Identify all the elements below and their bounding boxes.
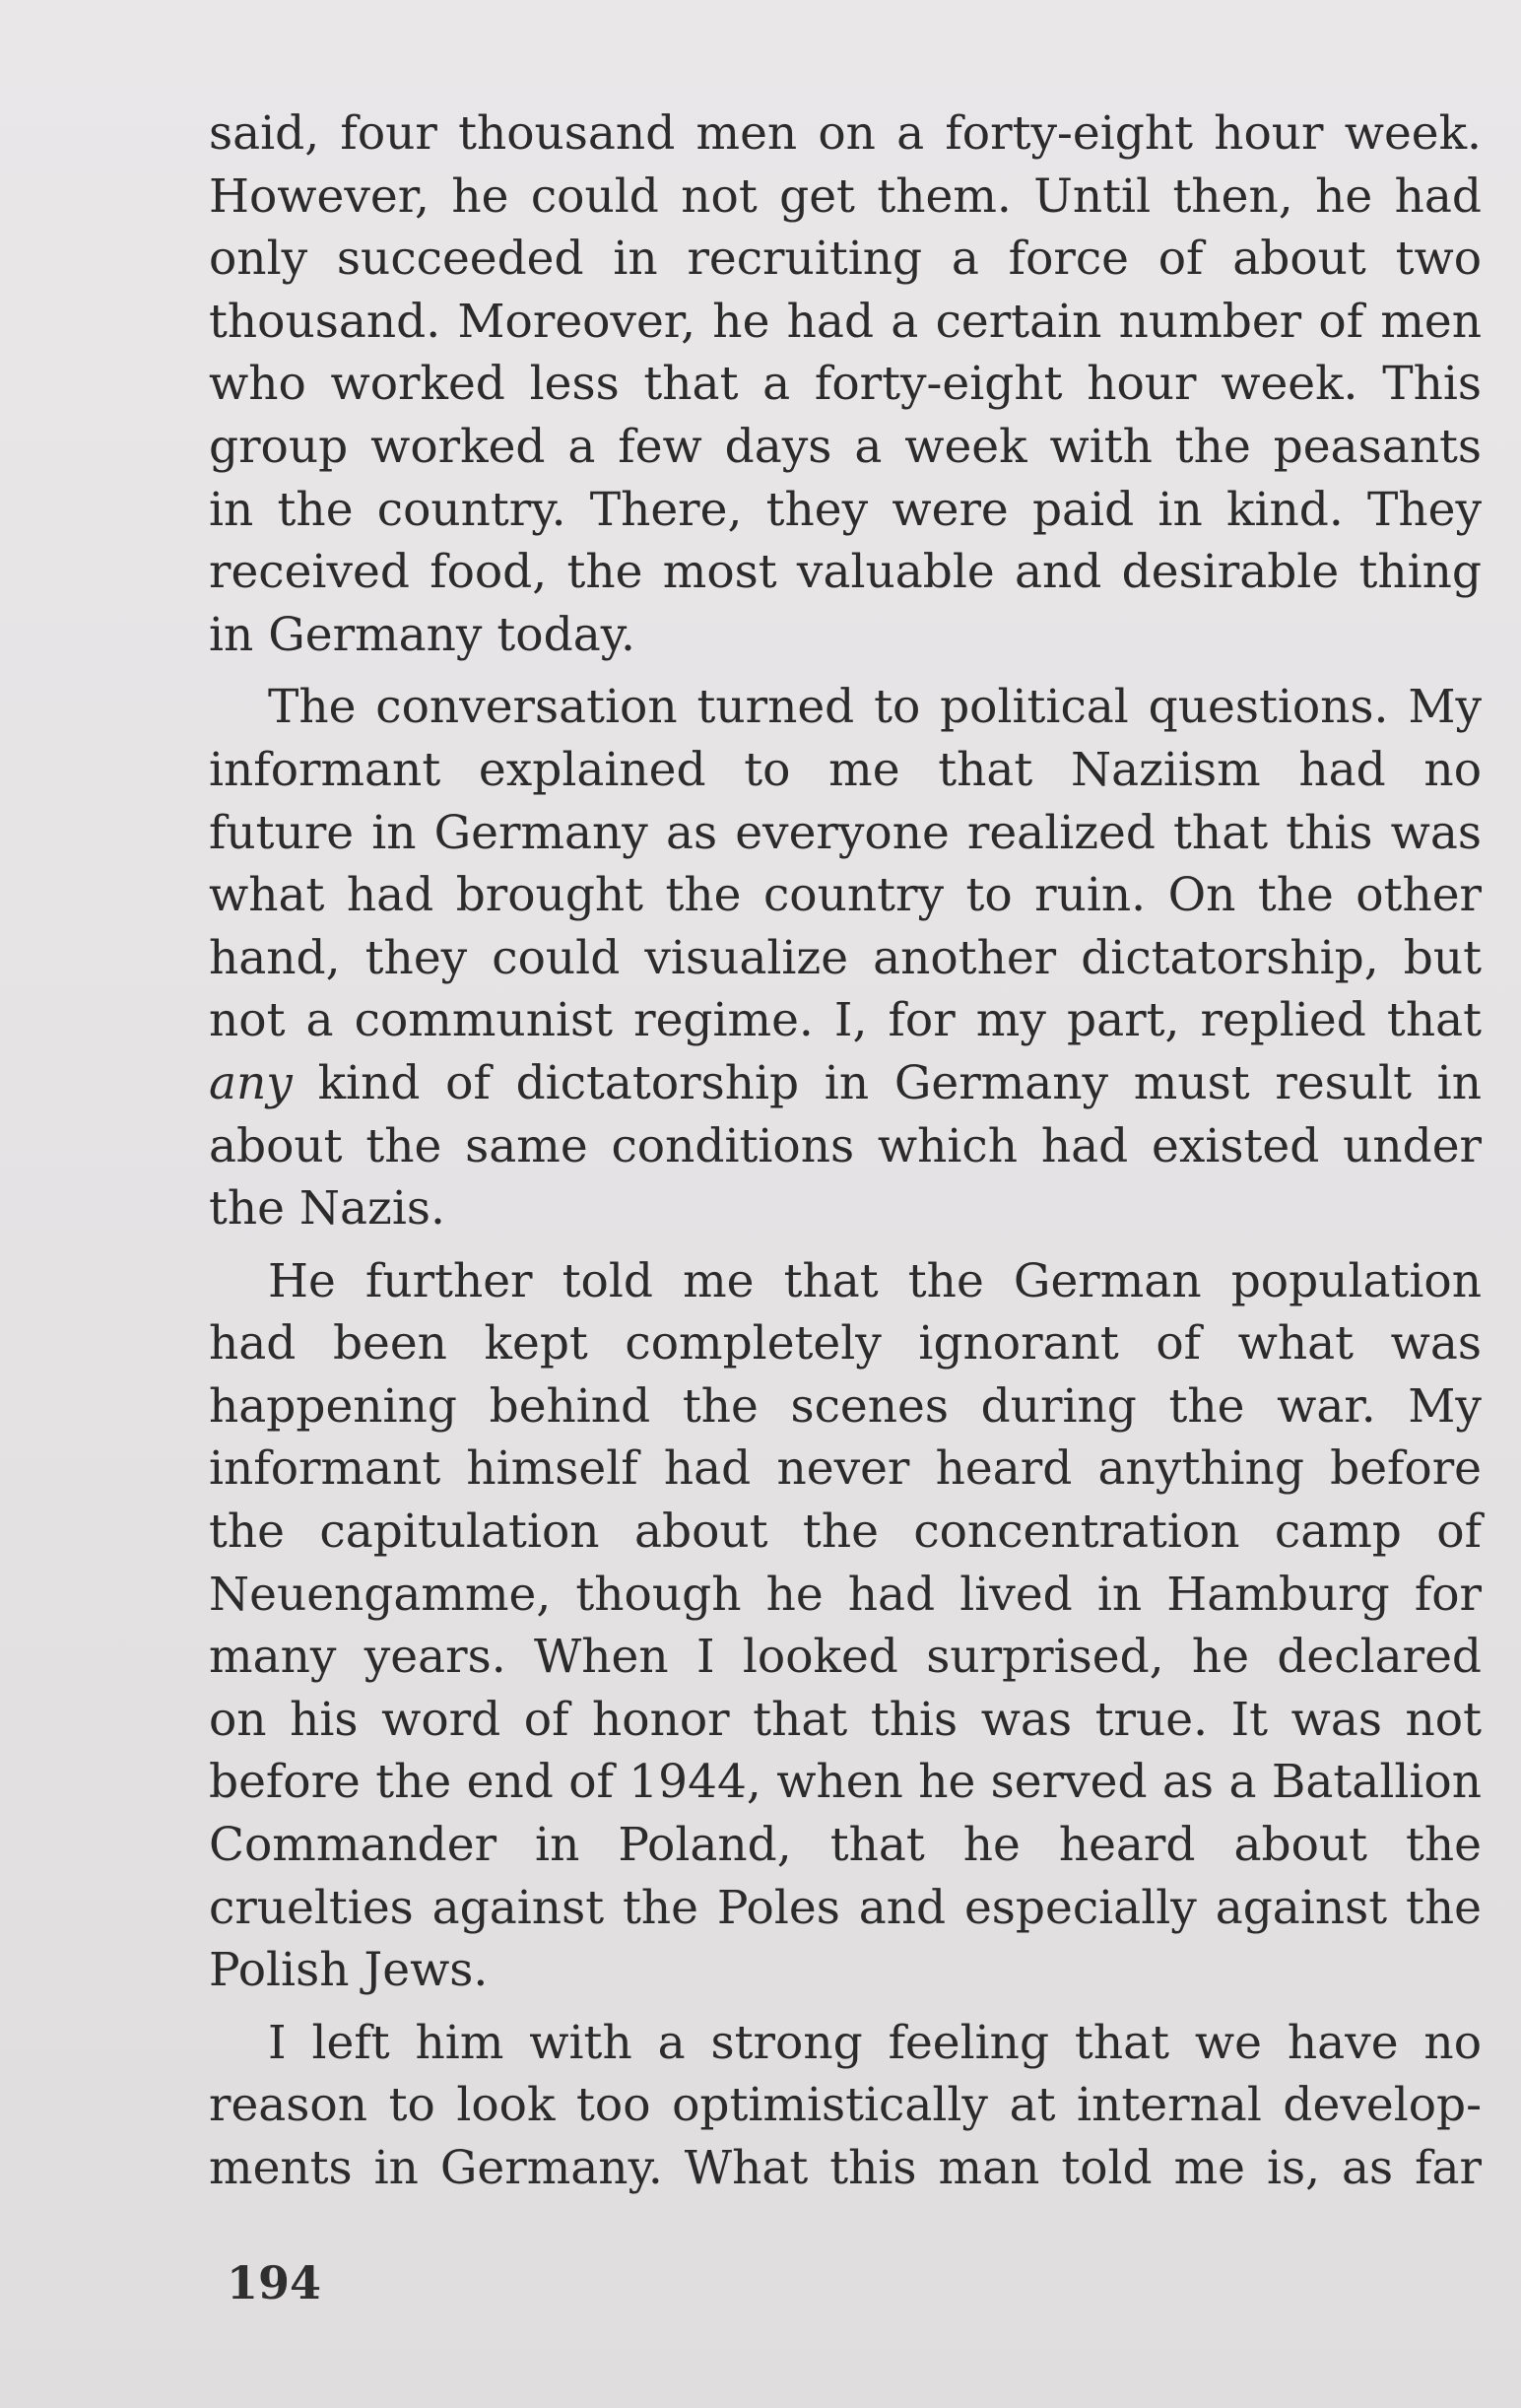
text-line: said, four thousand men on a forty-eight hour week. <box>209 106 1482 161</box>
text-line: many years. When I looked surprised, he declared <box>209 1630 1482 1685</box>
page-body-text <box>209 102 1482 2210</box>
text-line: the Nazis. <box>209 1181 445 1237</box>
text-line: received food, the most valuable and desirable thing <box>209 545 1482 600</box>
text-line: informant himself had never heard anything before <box>209 1441 1482 1497</box>
text-line: However, he could not get them. Until then, he had <box>209 168 1482 224</box>
text-line: the capitulation about the concentration camp of <box>209 1505 1482 1560</box>
text-line: group worked a few days a week with the peasants <box>209 419 1482 474</box>
paragraph-3 <box>209 1250 1482 2002</box>
text-line: informant explained to me that Naziism had no <box>209 742 1482 797</box>
emphasized-word: any <box>209 1055 293 1110</box>
paragraph-2 <box>209 676 1482 1239</box>
text-line: Neuengamme, though he had lived in Hamburg for <box>209 1567 1482 1622</box>
text-line-rest: kind of dictatorship in Germany must result in <box>292 1055 1482 1110</box>
text-line: Commander in Poland, that he heard about the <box>209 1818 1482 1873</box>
text-line: The conversation turned to political questions. My <box>268 680 1482 735</box>
text-line: future in Germany as everyone realized that this was <box>209 805 1482 860</box>
text-line: in the country. There, they were paid in kind. They <box>209 482 1482 537</box>
text-line: had been kept completely ignorant of what was <box>209 1316 1482 1371</box>
paragraph-4 <box>209 2012 1482 2200</box>
text-line: on his word of honor that this was true. It was not <box>209 1692 1482 1747</box>
text-line: Polish Jews. <box>209 1943 489 1998</box>
text-line: in Germany today. <box>209 607 635 662</box>
text-line: hand, they could visualize another dictatorship, but <box>209 930 1482 985</box>
text-line: not a communist regime. I, for my part, replied that <box>209 993 1482 1048</box>
text-line: what had brought the country to ruin. On the other <box>209 868 1482 923</box>
text-line: reason to look too optimistically at internal develop- <box>209 2078 1482 2133</box>
text-line: I left him with a strong feeling that we have no <box>268 2015 1482 2070</box>
text-line: happening behind the scenes during the war. My <box>209 1378 1482 1434</box>
text-line: ments in Germany. What this man told me is, as far <box>209 2141 1482 2195</box>
text-line: He further told me that the German population <box>268 1253 1482 1308</box>
text-line: who worked less that a forty-eight hour week. This <box>209 357 1482 412</box>
text-line: cruelties against the Poles and especially against the <box>209 1880 1482 1935</box>
text-line: about the same conditions which had existed under <box>209 1118 1482 1173</box>
page-number: 194 <box>227 2256 322 2309</box>
paragraph-1 <box>209 102 1482 666</box>
text-line: before the end of 1944, when he served as a Batallion <box>209 1755 1482 1810</box>
text-line: only succeeded in recruiting a force of about two <box>209 232 1482 287</box>
text-line-with-emphasis <box>209 1052 1482 1115</box>
text-line: thousand. Moreover, he had a certain number of men <box>209 294 1482 349</box>
